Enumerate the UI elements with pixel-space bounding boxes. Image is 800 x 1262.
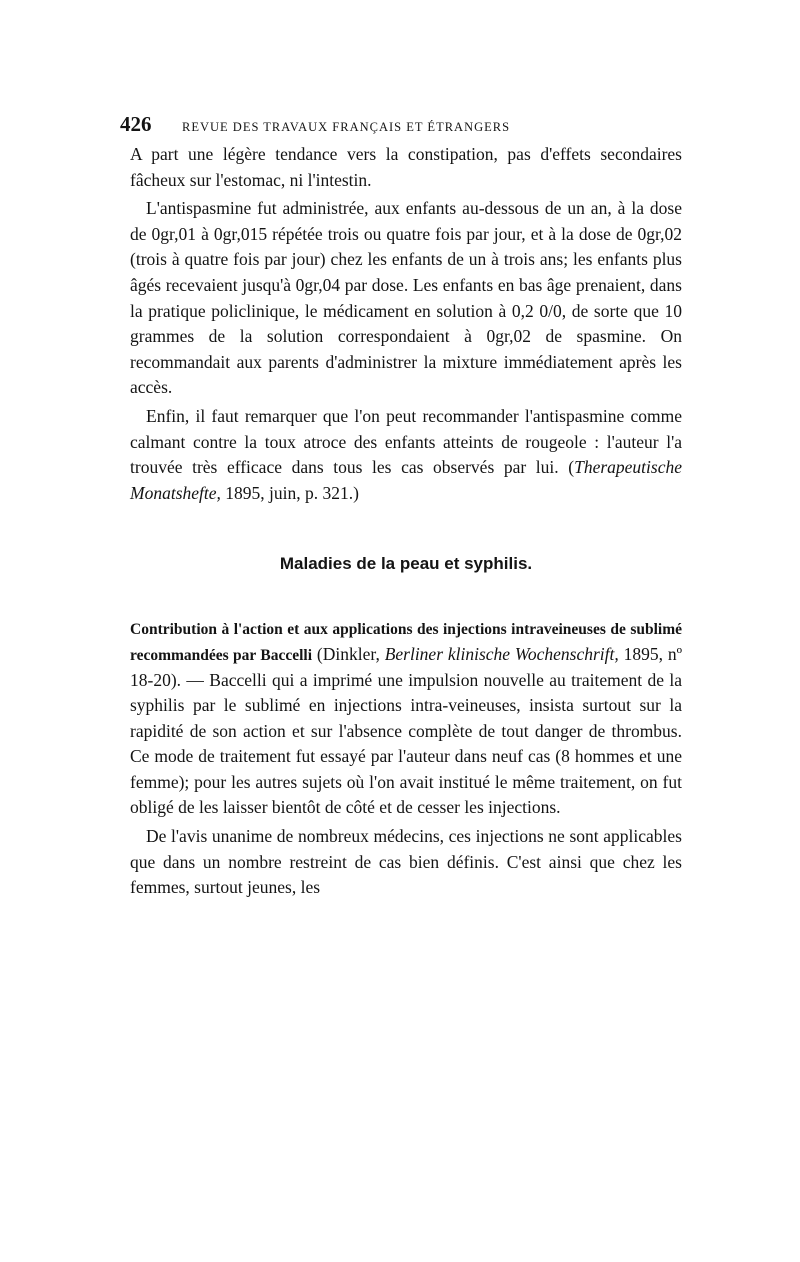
article-block: [130, 616, 682, 821]
article-body-2: De l'avis unanime de nombreux médecins, ces injections ne sont applicables que dans un nombre restreint de cas bien définis. C'est ainsi que chez les femmes, surtout jeunes, les: [130, 826, 682, 898]
reference-date: 1895, juin, p. 321.): [220, 482, 359, 503]
page-content: [120, 112, 683, 901]
paragraph-dosage: L'antispasmine fut administrée, aux enfants au-dessous de un an, à la dose de 0gr,01 à 0gr,015 répétée trois ou quatre fois par jour, et à la dose de 0gr,02 (trois à quatre fois par jour) chez les enfants de un à trois ans; les enfants plus âgés recevaient jusqu'à 0gr,04 par dose. Les enfants en bas âge prenaient, dans la pratique policlinique, le médicament en solution à 0,2 0/0, de sorte que 10 grammes de la solution correspondaient à 0gr,02 de spasmine. On recommandait aux parents d'administrer la mixture immédiatement après les accès.: [130, 198, 682, 398]
article-body-1: — Baccelli qui a imprimé une impulsion nouvelle au traitement de la syphilis par le sublimé en injections intra-veineuses, insista surtout sur la rapidité de son action et sur l'absence complète de tout danger de thrombus. Ce mode de traitement fut essayé par l'auteur dans neuf cas (8 hommes et une femme); pour les autres sujets où l'on avait institué le même traitement, on fut obligé de les laisser bientôt de côté et de cesser les injections.: [130, 669, 683, 818]
running-title: REVUE DES TRAVAUX FRANÇAIS ET ÉTRANGERS: [182, 120, 511, 134]
paragraph-constipation: A part une légère tendance vers la constipation, pas d'effets secondaires fâcheux sur l'estomac, ni l'intestin.: [130, 144, 682, 190]
page-header: [120, 112, 682, 142]
article-title: Contribution à l'action et aux applications des injections intraveineuses de sublimé recommandées par Baccelli: [130, 621, 682, 664]
conclusion-text: Enfin, il faut remarquer que l'on peut recommander l'antispasmine comme calmant contre la toux atroce des enfants atteints de rougeole : l'auteur l'a trouvée très efficace dans tous les cas observés par lui. (: [130, 405, 682, 478]
journal-reference: Therapeutische Monatshefte,: [130, 457, 682, 503]
article-citation-journal: Berliner klinische Wochenschrift,: [384, 643, 619, 664]
page-number: 426: [120, 112, 152, 136]
article-citation-rest: 1895, nº 18-20).: [130, 643, 682, 690]
paragraph-conclusion: [130, 404, 682, 506]
article-citation-open: (Dinkler,: [316, 643, 385, 664]
section-heading: Maladies de la peau et syphilis.: [279, 554, 533, 574]
